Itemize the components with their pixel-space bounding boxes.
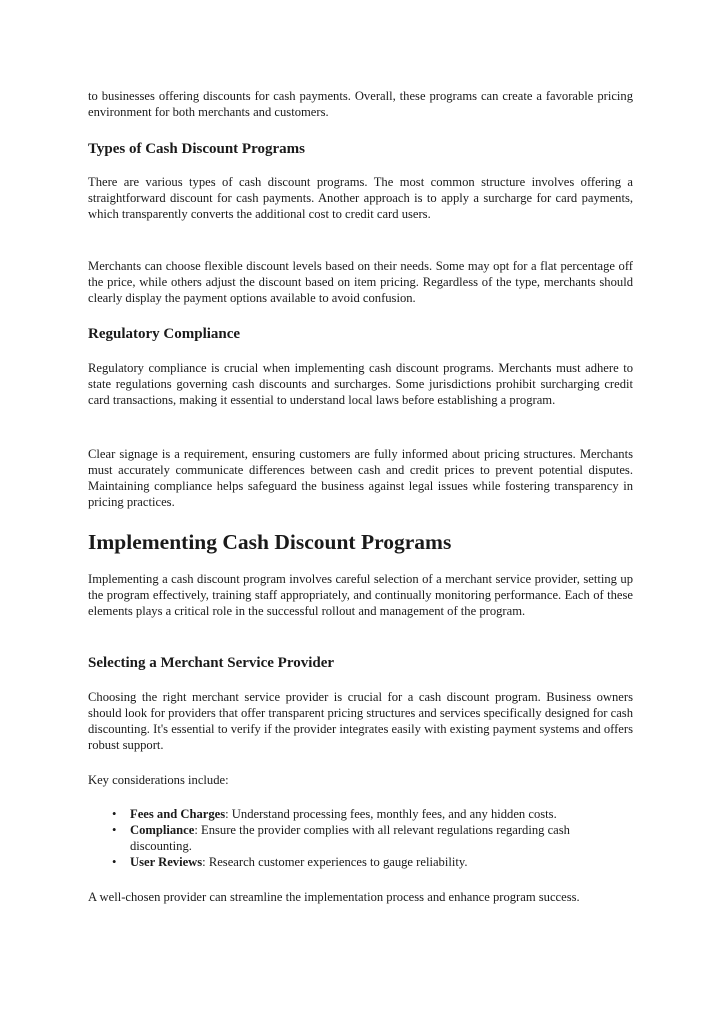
list-item-term: User Reviews [130,855,203,869]
regulatory-paragraph-1: Regulatory compliance is crucial when implementing cash discount programs. Merchants must adhere to state regulations governing cash discounts and surcharges. Some jurisdictions prohibit surcharging credit card transactions, making it essential to understand local laws before establishing a program. [88,361,633,407]
bullet-icon: • [112,855,117,869]
list-item-term: Compliance [130,823,195,837]
list-item-text: : Research customer experiences to gauge reliability. [202,855,468,869]
types-paragraph-2: Merchants can choose flexible discount levels based on their needs. Some may opt for a flat percentage off the price, while others adjust the discount based on item pricing. Regardless of the type, merchants should clearly display the payment options available to avoid confusion. [88,259,633,305]
heading-implementing: Implementing Cash Discount Programs [88,530,452,554]
heading-types: Types of Cash Discount Programs [88,141,305,157]
list-item [88,806,633,822]
heading-selecting: Selecting a Merchant Service Provider [88,655,335,671]
types-paragraph-1: There are various types of cash discount programs. The most common structure involves offering a straightforward discount for cash payments. Another approach is to apply a surcharge for card payments, which transparently converts the additional cost to credit card users. [88,175,633,221]
list-item-term: Fees and Charges [130,807,226,821]
considerations-list [88,806,633,870]
list-item-text: : Ensure the provider complies with all relevant regulations regarding cash discounting. [130,823,570,853]
closing-paragraph: A well-chosen provider can streamline the implementation process and enhance program success. [88,890,580,904]
list-item-text: : Understand processing fees, monthly fees, and any hidden costs. [225,807,557,821]
regulatory-paragraph-2: Clear signage is a requirement, ensuring customers are fully informed about pricing structures. Merchants must accurately communicate differences between cash and credit prices to prevent potential disputes. Maintaining compliance helps safeguard the business against legal issues while fostering transparency in pricing practices. [88,447,633,509]
list-item [88,854,633,870]
bullet-icon: • [112,807,117,821]
key-considerations-intro: Key considerations include: [88,773,229,787]
bullet-icon: • [112,823,117,837]
selecting-paragraph-1: Choosing the right merchant service provider is crucial for a cash discount program. Business owners should look for providers that offer transparent pricing structures and services specifically designed for cash discounting. It's essential to verify if the provider integrates easily with existing payment systems and offers robust support. [88,690,633,752]
intro-paragraph: to businesses offering discounts for cash payments. Overall, these programs can create a favorable pricing environment for both merchants and customers. [88,89,633,119]
implementing-paragraph-1: Implementing a cash discount program involves careful selection of a merchant service provider, setting up the program effectively, training staff appropriately, and continually monitoring performance. Each of these elements plays a critical role in the successful rollout and management of the program. [88,572,633,618]
list-item [88,822,633,854]
heading-regulatory: Regulatory Compliance [88,326,241,342]
